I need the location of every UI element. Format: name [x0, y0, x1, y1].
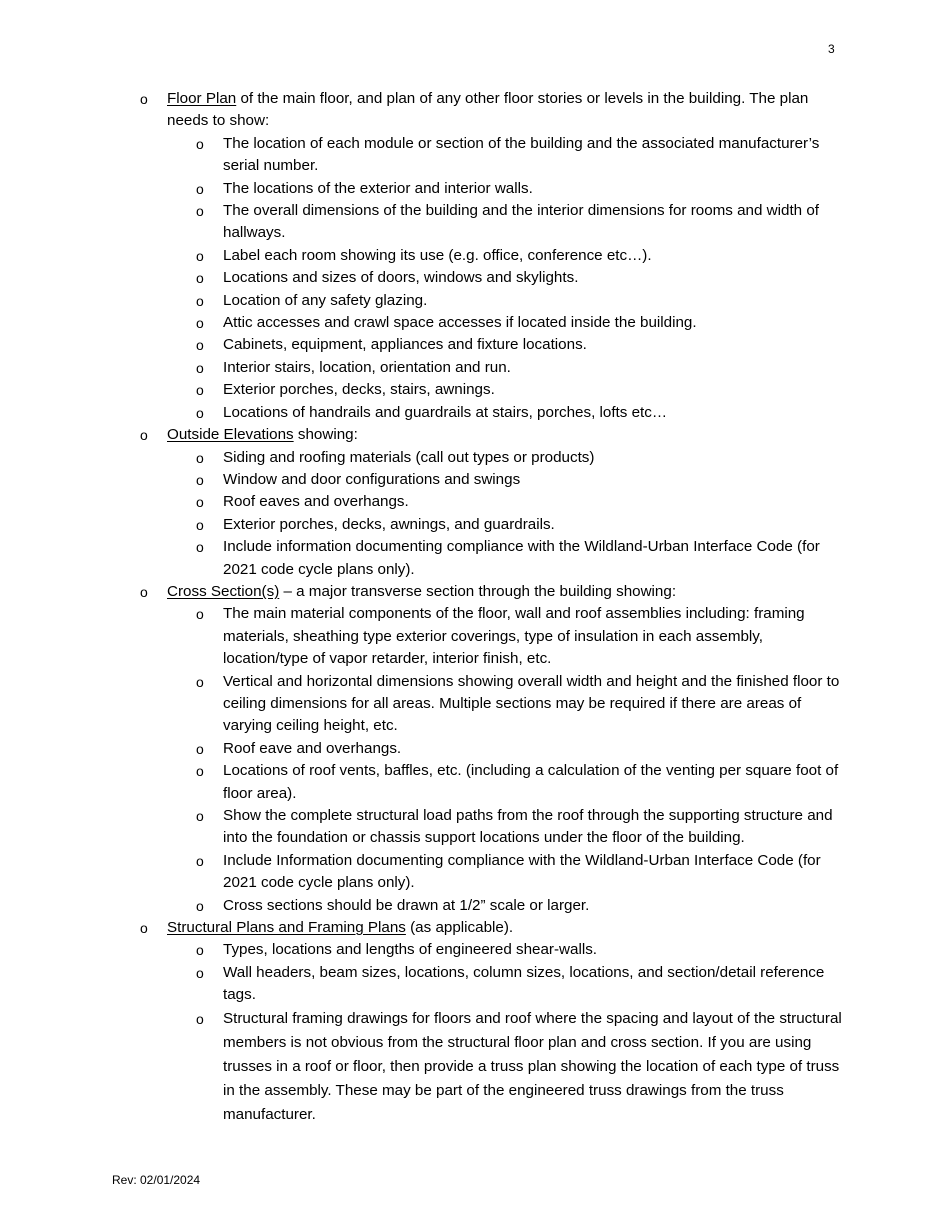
- section-intro: (as applicable).: [405, 919, 514, 937]
- bullet-icon: o: [196, 606, 204, 623]
- list-item: o The locations of the exterior and interior walls.: [196, 178, 850, 200]
- bullet-icon: o: [196, 494, 204, 511]
- section-cross-sections: [140, 581, 850, 603]
- bullet-icon: o: [196, 808, 204, 824]
- list-item: o The overall dimensions of the building and the interior dimensions for rooms and width of hallways.: [196, 202, 820, 242]
- bullet-icon: o: [140, 583, 148, 600]
- section-title: Floor Plan: [167, 90, 237, 107]
- list-item: o Locations of handrails and guardrails at stairs, porches, lofts etc…: [196, 402, 850, 424]
- bullet-icon: o: [140, 920, 148, 937]
- list-item: o Types, locations and lengths of engineered shear-walls.: [196, 939, 850, 961]
- bullet-icon: o: [196, 763, 204, 780]
- outside-elevations-list: [140, 447, 850, 581]
- bullet-icon: o: [196, 382, 204, 399]
- bullet-icon: o: [196, 516, 204, 533]
- bullet-icon: o: [196, 135, 204, 152]
- revision-date: Rev: 02/01/2024: [112, 1173, 201, 1187]
- bullet-icon: o: [196, 539, 204, 556]
- list-item: o Wall headers, beam sizes, locations, column sizes, locations, and section/detail reference tags.: [196, 963, 825, 1004]
- list-item: o Locations and sizes of doors, windows and skylights.: [196, 267, 850, 289]
- section-outside-elevations: [140, 424, 850, 446]
- section-title: Structural Plans and Framing Plans: [167, 919, 406, 937]
- floor-plan-list: [140, 133, 850, 424]
- bullet-icon: o: [196, 404, 204, 421]
- bullet-icon: o: [196, 964, 204, 981]
- bullet-icon: o: [196, 471, 204, 488]
- list-item: o Include Information documenting compliance with the Wildland-Urban Interface Code (for 2021 code cycle plans only).: [196, 851, 821, 892]
- document-body: [140, 88, 850, 1128]
- bullet-icon: o: [140, 427, 148, 444]
- bullet-icon: o: [196, 897, 204, 914]
- section-intro: showing:: [293, 426, 358, 444]
- section-intro: – a major transverse section through the building showing:: [279, 582, 677, 600]
- bullet-icon: o: [196, 337, 204, 354]
- bullet-icon: o: [196, 180, 204, 197]
- bullet-icon: o: [196, 359, 204, 376]
- list-item: o The main material components of the floor, wall and roof assemblies including: framing materials, sheathing type exterior coverings, type of insulation in each assembly, location/type of vapor retarder, interior finish, etc.: [196, 605, 805, 668]
- list-item: o Cross sections should be drawn at 1/2” scale or larger.: [196, 895, 850, 917]
- bullet-icon: o: [196, 270, 204, 287]
- cross-sections-list: [140, 603, 850, 917]
- bullet-icon: o: [196, 292, 204, 309]
- list-item: o Attic accesses and crawl space accesses if located inside the building.: [196, 312, 850, 334]
- list-item: o Locations of roof vents, baffles, etc. (including a calculation of the venting per square foot of floor area).: [196, 762, 839, 802]
- list-item: o Window and door configurations and swings: [196, 469, 850, 491]
- bullet-icon: o: [196, 673, 204, 690]
- list-item: o Location of any safety glazing.: [196, 290, 850, 312]
- list-item: o Siding and roofing materials (call out types or products): [196, 447, 850, 469]
- bullet-icon: o: [140, 91, 148, 107]
- section-intro: of the main floor, and plan of any other floor stories or levels in the building. The plan needs to show:: [167, 90, 809, 130]
- page-number: 3: [828, 42, 835, 56]
- list-item: o Exterior porches, decks, awnings, and guardrails.: [196, 514, 850, 536]
- bullet-icon: o: [196, 1010, 204, 1027]
- list-item: o Interior stairs, location, orientation and run.: [196, 357, 850, 379]
- section-structural-plans: [140, 917, 850, 939]
- section-floor-plan: [140, 88, 850, 133]
- list-item: o The location of each module or section of the building and the associated manufacturer’s serial number.: [196, 134, 820, 175]
- bullet-icon: o: [196, 942, 204, 959]
- list-item: o Structural framing drawings for floors and roof where the spacing and layout of the structural members is not obvious from the structural floor plan and cross section. If you are using trusses in a roof or floor, then provide a truss plan showing the location of each type of truss in the assembly. These may be part of the engineered truss drawings from the truss manufacturer.: [196, 1007, 850, 1128]
- list-item: o Vertical and horizontal dimensions showing overall width and height and the finished floor to ceiling dimensions for all areas. Multiple sections may be required if there are areas of varying ceiling height, etc.: [196, 672, 840, 735]
- bullet-icon: o: [196, 247, 204, 264]
- bullet-icon: o: [196, 203, 204, 220]
- section-title: Outside Elevations: [167, 426, 294, 444]
- bullet-icon: o: [196, 449, 204, 466]
- list-item: o Show the complete structural load paths from the roof through the supporting structure and into the foundation or chassis support locations under the floor of the building.: [196, 807, 833, 847]
- bullet-icon: o: [196, 852, 204, 869]
- section-title: Cross Section(s): [167, 582, 280, 600]
- bullet-icon: o: [196, 315, 204, 332]
- list-item: o Roof eave and overhangs.: [196, 738, 850, 760]
- list-item: o Exterior porches, decks, stairs, awnings.: [196, 379, 850, 401]
- list-item: o Roof eaves and overhangs.: [196, 491, 850, 513]
- structural-plans-list: [140, 939, 850, 1127]
- bullet-icon: o: [196, 740, 204, 757]
- list-item: o Include information documenting compliance with the Wildland-Urban Interface Code (for 2021 code cycle plans only).: [196, 538, 820, 578]
- list-item: o Label each room showing its use (e.g. office, conference etc…).: [196, 245, 850, 267]
- list-item: o Cabinets, equipment, appliances and fixture locations.: [196, 334, 850, 356]
